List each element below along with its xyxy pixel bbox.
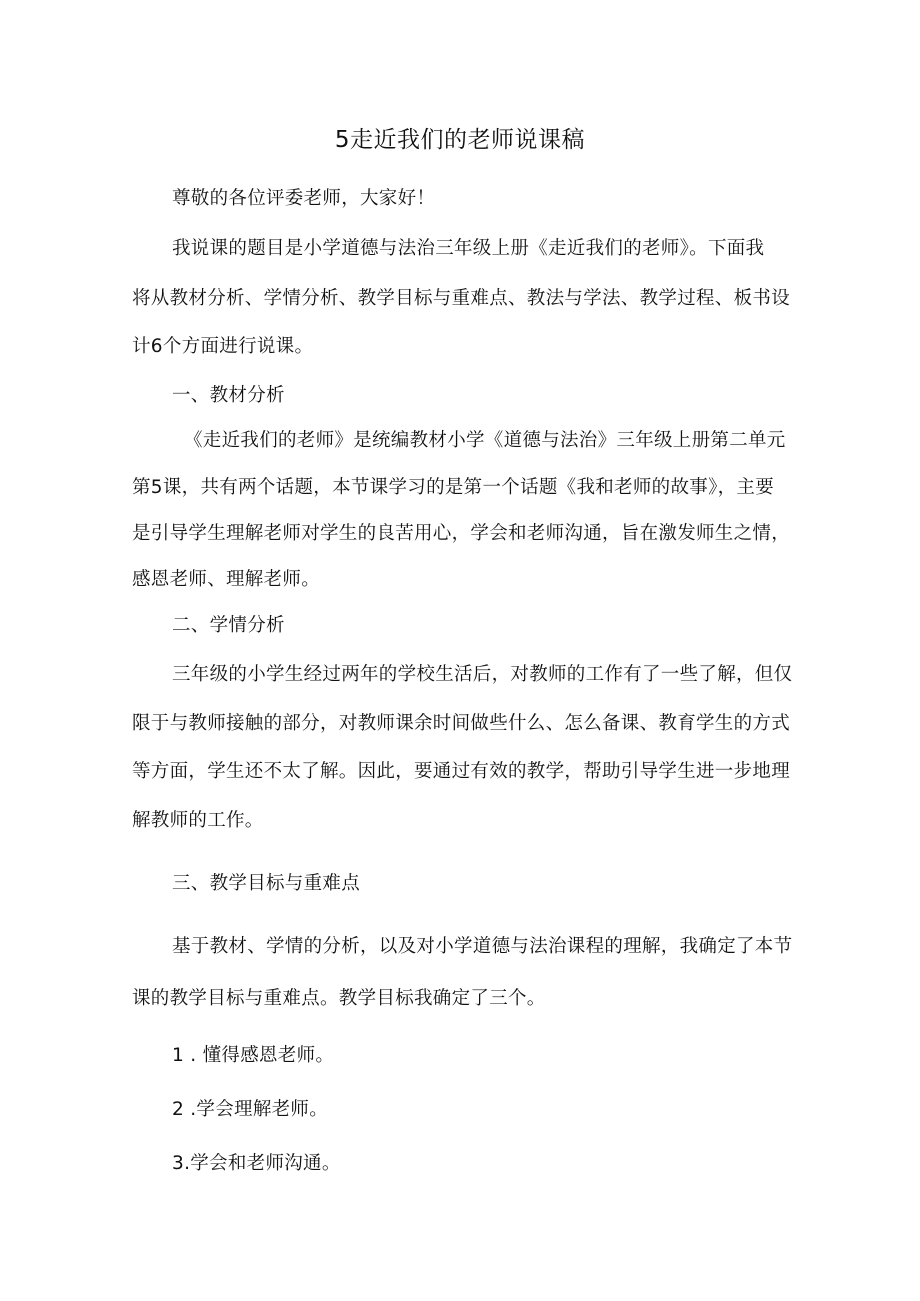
materials-line-2: 第5课，共有两个话题，本节课学习的是第一个话题《我和老师的故事》，主要 [132, 477, 775, 498]
students-line-1: 三年级的小学生经过两年的学校生活后，对教师的工作有了一些了解，但仅 [172, 664, 793, 685]
intro-line-2: 将从教材分析、学情分析、教学目标与重难点、教法与学法、教学过程、板书设 [132, 288, 791, 309]
materials-line-4: 感恩老师、理解老师。 [132, 569, 321, 590]
intro-line-1: 我说课的题目是小学道德与法治三年级上册《走近我们的老师》。下面我 [172, 238, 765, 259]
materials-line-3: 是引导学生理解老师对学生的良苦用心，学会和老师沟通，旨在激发师生之情， [132, 523, 791, 544]
goal-item-1: 1 . 懂得感恩老师。 [172, 1045, 335, 1066]
section-heading-students: 二、学情分析 [172, 615, 285, 636]
goals-intro-line-2: 课的教学目标与重难点。教学目标我确定了三个。 [132, 988, 546, 1009]
goals-intro-line-1: 基于教材、学情的分析，以及对小学道德与法治课程的理解，我确定了本节 [172, 936, 793, 957]
page-title: 5走近我们的老师说课稿 [334, 127, 586, 153]
goal-item-3: 3.学会和老师沟通。 [172, 1153, 341, 1174]
section-heading-materials: 一、教材分析 [172, 385, 285, 406]
students-line-4: 解教师的工作。 [132, 810, 264, 831]
section-heading-goals: 三、教学目标与重难点 [172, 873, 361, 894]
students-line-3: 等方面，学生还不太了解。因此，要通过有效的教学，帮助引导学生进一步地理 [132, 761, 791, 782]
intro-line-3: 计6个方面进行说课。 [132, 336, 314, 357]
goal-item-2: 2 .学会理解老师。 [172, 1099, 329, 1120]
students-line-2: 限于与教师接触的部分，对教师课余时间做些什么、怎么备课、教育学生的方式 [132, 713, 791, 734]
greeting: 尊敬的各位评委老师，大家好！ [172, 188, 436, 209]
materials-line-1: 《走近我们的老师》是统编教材小学《道德与法治》三年级上册第二单元 [184, 430, 786, 451]
